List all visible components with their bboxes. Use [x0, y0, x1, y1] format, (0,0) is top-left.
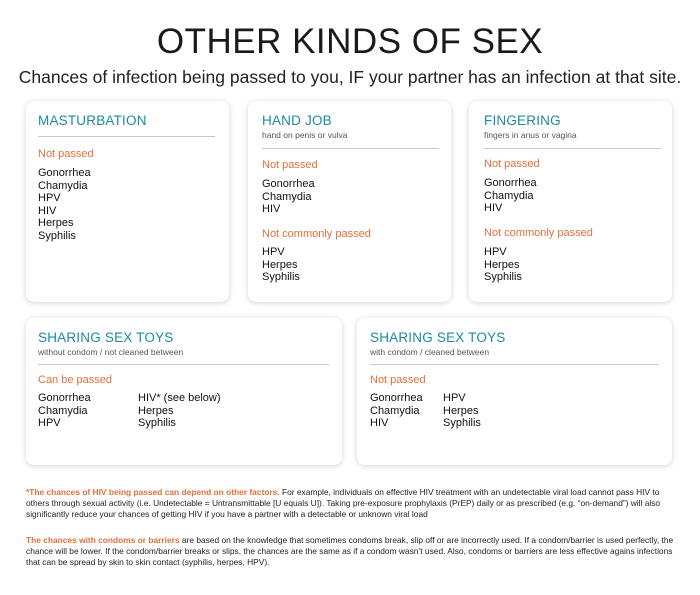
infection-list	[262, 246, 300, 284]
card-title: MASTURBATION	[38, 113, 147, 128]
list-item: Syphilis	[138, 417, 176, 429]
list-item: Chamydia	[38, 179, 88, 192]
divider	[262, 148, 439, 149]
list-item: Syphilis	[38, 229, 76, 242]
note-hiv-highlight: *The chances of HIV being passed can depend on other factors.	[26, 487, 280, 497]
list-item: Herpes	[443, 404, 479, 417]
list-item: Gonorrhea	[370, 392, 423, 404]
infection-list	[484, 177, 537, 215]
section-label-not-passed: Not passed	[484, 158, 540, 170]
page-title: OTHER KINDS OF SEX	[156, 22, 544, 61]
section-label-not-passed: Not passed	[262, 159, 318, 171]
list-item: HPV	[38, 417, 61, 429]
list-item: HIV	[262, 203, 281, 215]
card-masturbation	[26, 101, 229, 302]
section-label-not-passed: Not passed	[38, 148, 94, 160]
note-condoms-text: are based on the knowledge that sometimes condoms break, slip off or are incorrectly used. If a condom/barrier is used perfectly, the chance will be lower. If the condom/barrier breaks or slips, the chances are the same as if a condom wasn’t used. Also, condoms or barriers are less effective agains infections that can be spread by skin to skin contact (syphilis, herpes, HPV).	[26, 535, 674, 567]
list-item: HIV	[38, 204, 57, 217]
section-label-not-commonly-passed: Not commonly passed	[484, 227, 593, 239]
note-hiv	[26, 487, 676, 520]
card-title: SHARING SEX TOYS	[38, 330, 174, 345]
list-item: Syphilis	[443, 417, 481, 429]
infection-list	[262, 178, 315, 216]
list-item: Chamydia	[370, 404, 420, 417]
card-subtitle: fingers in anus or vagina	[484, 130, 577, 140]
list-item: Chamydia	[484, 189, 534, 202]
list-item: Herpes	[262, 258, 298, 271]
card-title: FINGERING	[484, 113, 561, 128]
divider	[484, 148, 661, 149]
card-title: HAND JOB	[262, 113, 332, 128]
card-subtitle: without condom / not cleaned between	[38, 347, 184, 357]
list-item: Herpes	[138, 404, 174, 417]
divider	[370, 364, 659, 365]
note-condoms	[26, 535, 676, 568]
list-item: Gonorrhea	[484, 177, 537, 189]
card-hand-job	[248, 101, 451, 302]
infection-list-col-2	[138, 392, 221, 430]
list-item: HPV	[484, 246, 507, 258]
list-item: Syphilis	[262, 271, 300, 283]
list-item: HIV	[484, 202, 503, 214]
infection-list	[38, 167, 91, 242]
card-toys-with-condom	[357, 318, 672, 465]
card-subtitle: with condom / cleaned between	[370, 347, 490, 357]
infection-list	[484, 246, 522, 284]
section-label-not-passed: Not passed	[370, 374, 426, 386]
list-item: Gonorrhea	[38, 392, 91, 404]
list-item: HPV	[443, 392, 466, 404]
list-item: Herpes	[38, 217, 74, 229]
list-item: Gonorrhea	[38, 167, 91, 179]
page-subtitle: Chances of infection being passed to you, IF your partner has an infection at that site.	[18, 67, 682, 87]
list-item: HPV	[262, 246, 285, 258]
list-item: Chamydia	[38, 404, 88, 417]
card-title: SHARING SEX TOYS	[370, 330, 506, 345]
list-item: Gonorrhea	[262, 178, 315, 190]
section-label-can-be-passed: Can be passed	[38, 374, 112, 386]
card-subtitle: hand on penis or vulva	[262, 130, 348, 140]
list-item: HIV* (see below)	[138, 392, 221, 404]
note-condoms-highlight: The chances with condoms or barriers	[26, 535, 180, 545]
card-toys-without-condom	[26, 318, 342, 465]
infection-list-col-1	[38, 392, 91, 430]
divider	[38, 136, 215, 137]
list-item: HPV	[38, 192, 61, 204]
section-label-not-commonly-passed: Not commonly passed	[262, 228, 371, 240]
card-fingering	[469, 101, 672, 302]
infection-list-col-2	[443, 392, 481, 430]
divider	[38, 364, 329, 365]
list-item: Herpes	[484, 258, 520, 271]
list-item: Syphilis	[484, 271, 522, 283]
list-item: HIV	[370, 417, 389, 429]
list-item: Chamydia	[262, 190, 312, 203]
infection-list-col-1	[370, 392, 423, 430]
note-hiv-text: For example, individuals on effective HIV treatment with an undetectable viral load cannot pass HIV to others through sexual activity (i.e. Undetectable = Untransmittable [U equals U]). Taking pre-exposure prophylaxis (PrEP) daily or as prescribed (e.g. “on-demand”) will also significantly reduce your chances of getting HIV if you have a partner with a detectable or unknown viral load	[26, 487, 661, 519]
